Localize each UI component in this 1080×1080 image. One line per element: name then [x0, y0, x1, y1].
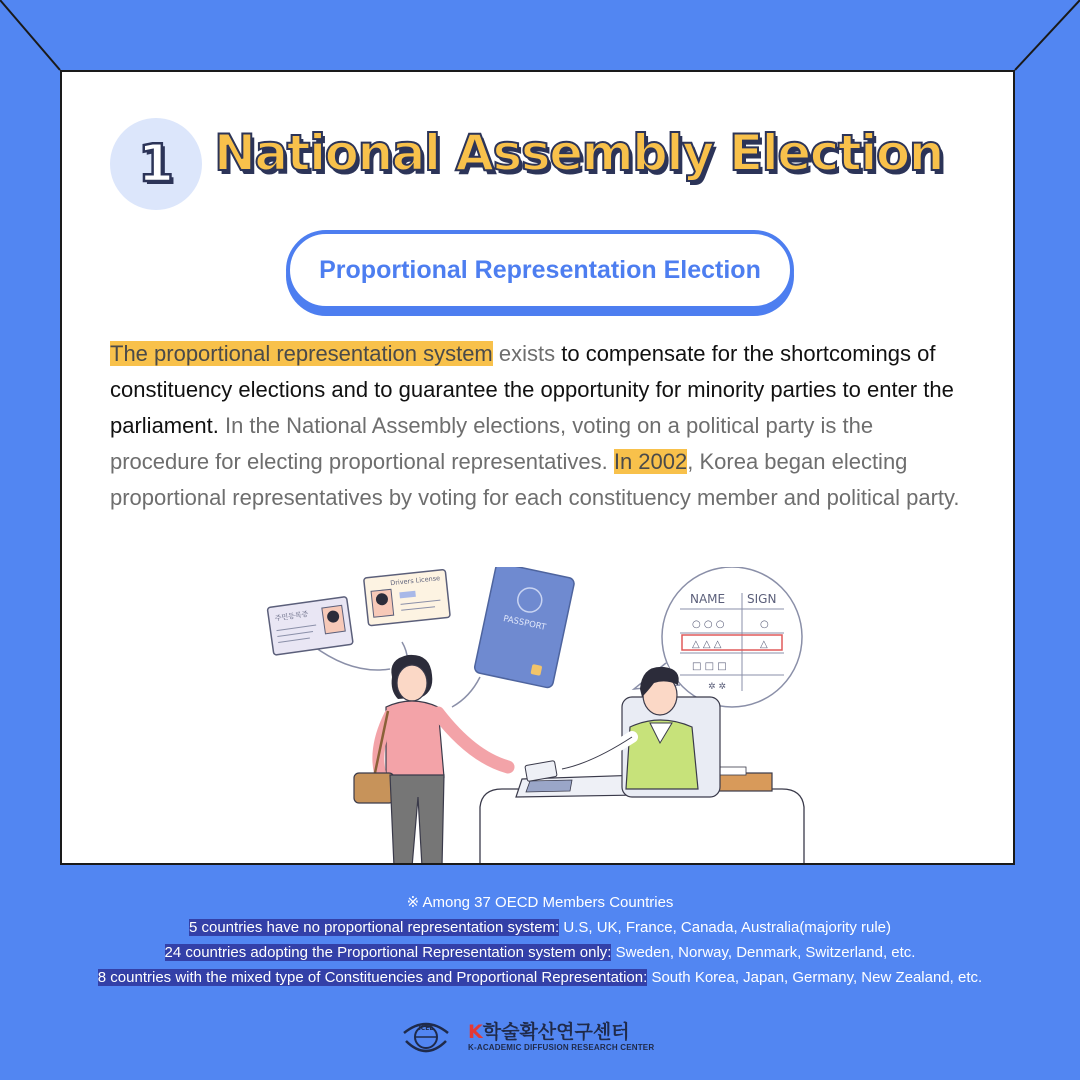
footnote-line-2-text: Sweden, Norway, Denmark, Switzerland, etc. [611, 944, 916, 961]
footnotes [0, 890, 1080, 990]
paragraph-text-3: , Korea began electing proportional representatives by voting for each constituency member and political party. [110, 449, 960, 510]
footnote-line-2 [0, 940, 1080, 965]
paragraph-text-1: exists [492, 341, 562, 366]
subtitle-pill: Proportional Representation Election [286, 230, 794, 310]
footnote-line-1 [0, 915, 1080, 940]
svg-text:△: △ [760, 639, 768, 650]
id-card-label: 주민등록증 [274, 610, 309, 623]
page-title: National Assembly Election [214, 124, 943, 182]
logo-korean-rest: 학술확산연구센터 [482, 1021, 630, 1043]
footnote-line-3-text: South Korea, Japan, Germany, New Zealand, etc. [647, 969, 983, 986]
passport-icon [474, 567, 576, 689]
footnote-line-1-text: U.S, UK, France, Canada, Australia(majority rule) [559, 919, 891, 936]
section-number: 1 [137, 134, 175, 194]
drivers-license-icon [364, 569, 451, 625]
highlight-year-2002: In 2002 [613, 449, 688, 474]
footnote-line-3 [0, 965, 1080, 990]
section-number-badge [110, 118, 202, 210]
research-center-logo [400, 1015, 680, 1059]
paragraph-bold-purpose: to compensate for the shortcomings of constituency elections and to guarantee the opportunity for minority parties to enter the parliament. [110, 341, 954, 438]
logo-k-letter: K [468, 1021, 483, 1043]
table-header-name: NAME [690, 592, 726, 606]
speech-bubble-circle [662, 567, 802, 707]
content-card [60, 70, 1015, 865]
globe-logo-icon [400, 1017, 452, 1057]
footnote-intro: ※ Among 37 OECD Members Countries [406, 894, 674, 911]
license-label: Drivers License [389, 574, 441, 588]
logo-icon-text: ICEE [418, 1025, 434, 1032]
description-paragraph [110, 336, 970, 516]
passport-label: PASSPORT [502, 614, 547, 633]
svg-text:✲ ✲: ✲ ✲ [708, 682, 726, 692]
logo-english-name: K-ACADEMIC DIFFUSION RESEARCH CENTER [468, 1043, 655, 1052]
table-header-sign: SIGN [747, 592, 777, 606]
id-card-icon [267, 597, 353, 656]
footnote-line-3-label: 8 countries with the mixed type of Constituencies and Proportional Representation: [97, 969, 648, 986]
svg-text:△ △ △: △ △ △ [692, 639, 722, 650]
paragraph-text-2: In the National Assembly elections, voting on a political party is the procedure for electing proportional representatives. [110, 413, 874, 474]
highlight-proportional-system: The proportional representation system [110, 341, 493, 366]
logo-korean-name [468, 1017, 630, 1044]
polling-station-illustration [262, 567, 822, 865]
footnote-line-2-label: 24 countries adopting the Proportional Representation system only: [164, 944, 612, 961]
svg-text:○: ○ [760, 619, 769, 630]
svg-text:○ ○ ○: ○ ○ ○ [692, 619, 725, 630]
footnote-line-1-label: 5 countries have no proportional representation system: [188, 919, 560, 936]
svg-text:□ □ □: □ □ □ [692, 661, 727, 672]
